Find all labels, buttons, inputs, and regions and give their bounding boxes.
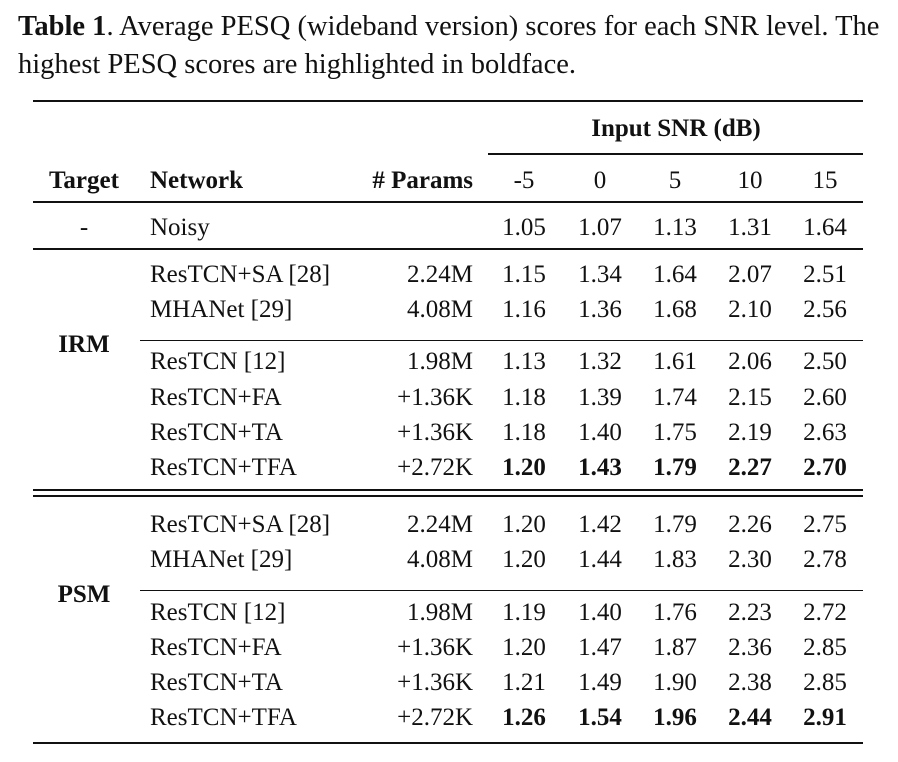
table-row-params: +1.36K xyxy=(397,419,473,446)
table-row-network: ResTCN+SA [28] xyxy=(150,261,331,288)
table-row-score: 1.43 xyxy=(578,454,622,481)
table-row-network: MHANet [29] xyxy=(150,296,293,323)
table-row-score: 1.34 xyxy=(578,261,622,288)
header-snr-level: -5 xyxy=(513,167,535,194)
table-row-score: 2.70 xyxy=(803,454,847,481)
table-caption xyxy=(18,8,888,84)
psm-mid-rule xyxy=(140,590,863,591)
bottom-rule xyxy=(33,742,863,744)
table-row-network: ResTCN+TFA xyxy=(150,454,297,481)
table-row-score: 1.61 xyxy=(653,348,697,375)
table-row-score: 2.27 xyxy=(728,454,772,481)
table-row-score: 1.39 xyxy=(578,384,622,411)
table-row-score: 2.50 xyxy=(803,348,847,375)
table-row-score: 2.30 xyxy=(728,546,772,573)
table-row-score: 2.36 xyxy=(728,634,772,661)
table-row-score: 1.79 xyxy=(653,454,697,481)
table-row-score: 2.07 xyxy=(728,261,772,288)
table-row-score: 1.49 xyxy=(578,669,622,696)
table-row-score: 2.78 xyxy=(803,546,847,573)
table-row-score: 1.15 xyxy=(502,261,546,288)
noisy-score: 1.05 xyxy=(502,214,546,241)
table-row-params: 1.98M xyxy=(407,599,473,626)
table-row-score: 1.74 xyxy=(653,384,697,411)
table-row-score: 2.15 xyxy=(728,384,772,411)
table-row-score: 1.83 xyxy=(653,546,697,573)
table-row-score: 2.51 xyxy=(803,261,847,288)
noisy-target: - xyxy=(79,214,89,241)
noisy-score: 1.13 xyxy=(653,214,697,241)
table-row-score: 1.19 xyxy=(502,599,546,626)
table-row-score: 1.36 xyxy=(578,296,622,323)
table-row-score: 1.40 xyxy=(578,419,622,446)
table-row-score: 1.96 xyxy=(653,704,697,731)
table-row-score: 2.38 xyxy=(728,669,772,696)
table-row-score: 1.20 xyxy=(502,511,546,538)
caption-text: . Average PESQ (wideband version) scores for each SNR level. The highest PESQ scores are highlighted in boldface. xyxy=(18,11,880,80)
table-row-network: ResTCN+FA xyxy=(150,634,282,661)
table-row-params: +1.36K xyxy=(397,384,473,411)
noisy-score: 1.64 xyxy=(803,214,847,241)
group-double-rule-top xyxy=(33,489,863,491)
table-row-score: 2.44 xyxy=(728,704,772,731)
top-rule xyxy=(33,100,863,102)
table-row-params: +1.36K xyxy=(397,669,473,696)
table-row-score: 1.64 xyxy=(653,261,697,288)
group-target-irm: IRM xyxy=(58,331,110,358)
table-row-network: MHANet [29] xyxy=(150,546,293,573)
table-row-network: ResTCN+TA xyxy=(150,669,283,696)
table-row-score: 2.75 xyxy=(803,511,847,538)
table-row-score: 1.87 xyxy=(653,634,697,661)
table-row-score: 2.60 xyxy=(803,384,847,411)
table-row-score: 1.18 xyxy=(502,419,546,446)
table-row-score: 1.44 xyxy=(578,546,622,573)
header-snr-level: 0 xyxy=(593,167,607,194)
header-snr-level: 15 xyxy=(812,167,838,194)
table-row-network: ResTCN+TA xyxy=(150,419,283,446)
header-snr-level: 5 xyxy=(668,167,682,194)
snr-group-rule xyxy=(488,153,863,155)
group-double-rule-bottom xyxy=(33,495,863,497)
table-row-score: 1.75 xyxy=(653,419,697,446)
noisy-rule xyxy=(33,248,863,250)
table-row-score: 1.47 xyxy=(578,634,622,661)
noisy-network: Noisy xyxy=(150,214,210,241)
table-row-score: 1.32 xyxy=(578,348,622,375)
table-row-score: 2.91 xyxy=(803,704,847,731)
table-row-score: 2.26 xyxy=(728,511,772,538)
table-row-score: 1.18 xyxy=(502,384,546,411)
noisy-score: 1.07 xyxy=(578,214,622,241)
table-row-score: 1.54 xyxy=(578,704,622,731)
table-row-params: +1.36K xyxy=(397,634,473,661)
table-row-params: 4.08M xyxy=(407,546,473,573)
table-row-params: 2.24M xyxy=(407,261,473,288)
header-input-snr: Input SNR (dB) xyxy=(591,115,761,142)
irm-mid-rule xyxy=(140,340,863,341)
table-row-params: 4.08M xyxy=(407,296,473,323)
header-network: Network xyxy=(150,167,244,194)
table-row-params: 1.98M xyxy=(407,348,473,375)
header-target: Target xyxy=(49,167,119,194)
table-row-score: 2.85 xyxy=(803,634,847,661)
header-params: # Params xyxy=(372,167,473,194)
table-row-score: 1.90 xyxy=(653,669,697,696)
table-row-score: 2.06 xyxy=(728,348,772,375)
table-row-network: ResTCN+TFA xyxy=(150,704,297,731)
table-row-score: 2.19 xyxy=(728,419,772,446)
table-row-score: 1.68 xyxy=(653,296,697,323)
table-row-score: 2.23 xyxy=(728,599,772,626)
table-row-score: 2.85 xyxy=(803,669,847,696)
noisy-score: 1.31 xyxy=(728,214,772,241)
header-snr-level: 10 xyxy=(737,167,763,194)
table-row-score: 1.21 xyxy=(502,669,546,696)
table-row-params: +2.72K xyxy=(397,454,473,481)
table-row-score: 1.42 xyxy=(578,511,622,538)
table-row-score: 1.20 xyxy=(502,634,546,661)
table-row-score: 2.56 xyxy=(803,296,847,323)
table-row-score: 1.16 xyxy=(502,296,546,323)
caption-label: Table 1 xyxy=(18,11,107,42)
table-row-network: ResTCN [12] xyxy=(150,599,286,626)
table-row-score: 1.79 xyxy=(653,511,697,538)
table-row-score: 1.20 xyxy=(502,454,546,481)
table-row-network: ResTCN+FA xyxy=(150,384,282,411)
table-row-score: 1.76 xyxy=(653,599,697,626)
header-rule xyxy=(33,201,863,203)
table-row-params: +2.72K xyxy=(397,704,473,731)
table-row-network: ResTCN [12] xyxy=(150,348,286,375)
table-row-score: 2.10 xyxy=(728,296,772,323)
table-row-score: 1.13 xyxy=(502,348,546,375)
table-row-network: ResTCN+SA [28] xyxy=(150,511,331,538)
table-row-score: 2.63 xyxy=(803,419,847,446)
table-row-score: 1.40 xyxy=(578,599,622,626)
table-row-score: 2.72 xyxy=(803,599,847,626)
table-row-params: 2.24M xyxy=(407,511,473,538)
table-row-score: 1.26 xyxy=(502,704,546,731)
table-row-score: 1.20 xyxy=(502,546,546,573)
group-target-psm: PSM xyxy=(57,581,111,608)
